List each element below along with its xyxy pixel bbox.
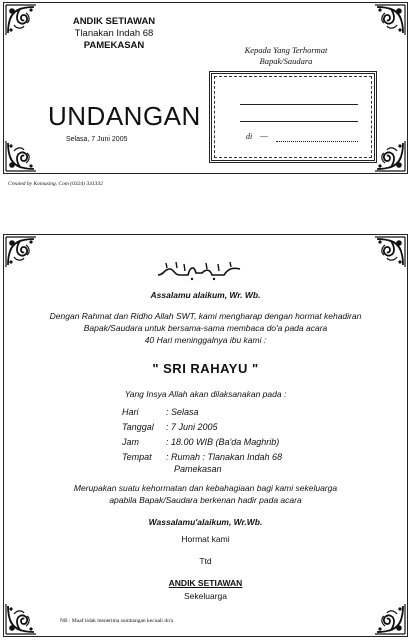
schedule-label: Jam (122, 437, 140, 447)
address-box (209, 71, 377, 163)
envelope-card (3, 2, 408, 174)
credit-line: Created by Komusing. Com (0324) 331332 (8, 181, 103, 187)
schedule-value: : Rumah : Tlanakan Indah 68 (166, 452, 283, 462)
intro-line-2: Bapak/Saudara untuk bersama-sama membaca do'a pada acara (83, 323, 328, 333)
corner-ornament-icon (373, 3, 407, 37)
signer-name: ANDIK SETIAWAN (168, 578, 243, 588)
closing-line-1: Merupakan suatu kehormatan dan kebahagiaan bagi kami sekeluarga (73, 483, 338, 493)
corner-ornament-icon (4, 139, 38, 173)
sender-name: ANDIK SETIAWAN (72, 16, 156, 27)
corner-ornament-icon (373, 235, 407, 269)
closing-line-2: apabila Bapak/Saudara berkenan hadir pada acara (109, 495, 302, 505)
corner-ornament-icon (4, 602, 38, 636)
schedule-value: : 18.00 WIB (Ba'da Maghrib) (166, 437, 280, 447)
corner-ornament-icon (4, 235, 38, 269)
corner-ornament-icon (373, 139, 407, 173)
deceased-name: " SRI RAHAYU " (152, 361, 259, 376)
schedule-value: : 7 Juni 2005 (166, 422, 218, 432)
signature-ttd: Ttd (199, 556, 212, 566)
schedule-label: Tanggal (122, 422, 154, 432)
recipient-heading-1: Kepada Yang Terhormat (244, 45, 328, 55)
intro-line-3: 40 Hari meninggalnya ibu kami : (144, 335, 267, 345)
corner-ornament-icon (373, 602, 407, 636)
schedule-value: : Selasa (166, 407, 199, 417)
greeting-salam: Assalamu alaikum, Wr. Wb. (150, 290, 261, 300)
sender-address: Tlanakan Indah 68 (74, 28, 154, 39)
footnote: NB : Maaf tidak menerima sumbangan kecuali do'a (60, 618, 174, 624)
envelope-date: Selasa, 7 Juni 2005 (66, 136, 128, 143)
hormat-kami: Hormat kami (181, 534, 230, 544)
place-line-2: Pamekasan (174, 464, 222, 474)
signer-family: Sekeluarga (183, 591, 227, 601)
bismillah-calligraphy-icon (154, 259, 244, 283)
wassalam: Wassalamu'alaikum, Wr.Wb. (148, 517, 263, 527)
recipient-dash: — (260, 131, 268, 140)
schedule-intro: Yang Insya Allah akan dilaksanakan pada : (124, 389, 287, 399)
corner-ornament-icon (4, 3, 38, 37)
envelope-title: UNDANGAN (48, 101, 201, 131)
intro-line-1: Dengan Rahmat dan Ridho Allah SWT, kami mengharap dengan hormat kehadiran (49, 311, 362, 321)
schedule-label: Hari (122, 407, 139, 417)
schedule-label: Tempat (122, 452, 152, 462)
letter-card (3, 234, 408, 637)
sender-city: PAMEKASAN (83, 40, 145, 51)
recipient-di-label: di (246, 132, 253, 141)
recipient-heading-2: Bapak/Saudara (259, 56, 313, 66)
